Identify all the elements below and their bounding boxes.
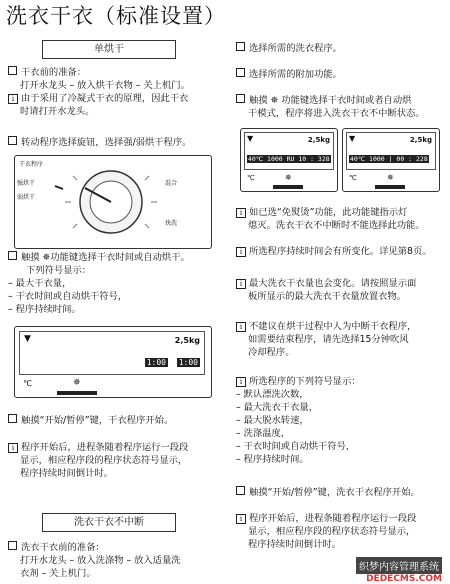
- checkbox-bullet-icon: [8, 414, 17, 423]
- weight-readout: 2,5kg: [307, 136, 330, 144]
- dial-label: 弱烘干: [17, 194, 36, 201]
- display-panel: [14, 326, 212, 398]
- touch-dry-step: 触摸 ✵功能键选择干衣时间或自动烘干。 下列符号显示： – 最大干衣量， – 干衣时间或自动烘干符号， – 程序持续时间。: [8, 252, 190, 315]
- selected-indicator: [57, 391, 97, 395]
- door-icon: ▼: [349, 134, 356, 143]
- info-icon: i: [236, 208, 246, 218]
- section-heading-dry-only: 单烘干: [42, 40, 176, 59]
- dial-label: 混合: [165, 180, 178, 187]
- info-max-load: i 最大洗衣干衣量也会变化。请按照显示面 板所显示的最大洗衣干衣量放置衣物。: [236, 277, 416, 303]
- select-wash-program: 选择所需的洗衣程序。: [236, 42, 342, 55]
- weight-readout: 2,5kg: [409, 136, 432, 144]
- display-panel: [342, 128, 440, 192]
- temperature-icon: ℃: [349, 174, 357, 182]
- dry-function-icon: ✵: [387, 173, 394, 182]
- checkbox-bullet-icon: [8, 66, 17, 75]
- info-icon: i: [8, 443, 18, 453]
- prep-line: 干衣前的准备：: [21, 67, 87, 78]
- door-icon: ▼: [24, 334, 31, 344]
- checkbox-bullet-icon: [236, 94, 245, 103]
- time-readout: 1:00: [146, 358, 166, 367]
- lcd-readout: 40℃ 1000 RU 10 : 328: [248, 155, 330, 163]
- checkbox-bullet-icon: [8, 251, 17, 260]
- dial-label: 干衣程序: [19, 161, 44, 168]
- lcd-screen: [19, 331, 205, 375]
- temperature-icon: ℃: [23, 379, 32, 388]
- list-item: – 最大脱水转速，: [236, 415, 309, 426]
- touch-wash-dry-step: 触摸 ✵ 功能键选择干衣时间或者自动烘 干模式，程序将进入洗衣干衣不中断状态。: [236, 94, 425, 120]
- info-icon: i: [236, 247, 246, 257]
- list-item: – 程序持续时间。: [236, 454, 309, 465]
- checkbox-bullet-icon: [236, 68, 245, 77]
- checkbox-bullet-icon: [236, 486, 245, 495]
- weight-readout: 2,5kg: [174, 336, 200, 345]
- start-wash-dry-step: 触摸“开始/暂停”键，洗衣干衣程序开始。: [236, 486, 420, 499]
- lcd-readout: 40℃ 1000 | 00 : 228: [350, 155, 428, 163]
- dial-label: 快洗: [165, 220, 178, 227]
- lcd-screen: [346, 132, 436, 170]
- page-title: 洗衣干衣（标准设置）: [6, 4, 226, 28]
- info-line: 由于采用了冷凝式干衣的原理，因此干衣: [21, 93, 189, 104]
- info-icon: i: [236, 514, 246, 524]
- door-icon: ▼: [247, 134, 254, 143]
- list-item: – 干衣时间或自动烘干符号，: [236, 441, 356, 452]
- dry-function-icon: ✵: [285, 173, 292, 182]
- info-icon: i: [8, 94, 18, 104]
- checkbox-bullet-icon: [8, 136, 17, 145]
- temperature-icon: ℃: [247, 174, 255, 182]
- list-item: – 最大洗衣干衣量，: [236, 402, 318, 413]
- info-line: 时请打开水龙头。: [20, 106, 95, 117]
- list-item: – 最大干衣量，: [8, 278, 72, 289]
- select-extra-function: 选择所需的附加功能。: [236, 68, 342, 81]
- dry-function-icon: ✵: [73, 378, 81, 388]
- step-select-program: 转动程序选择旋钮，选择强/弱烘干程序。: [8, 136, 191, 149]
- info-icon: i: [236, 322, 246, 332]
- info-icon: i: [236, 279, 246, 289]
- program-dial-panel: [14, 155, 212, 249]
- display-panel: [240, 128, 338, 192]
- progress-info-right: i 程序开始后，进程条随着程序运行一段段 显示，相应程序段的程序状态符号显示， 程序持续时间倒计时。: [236, 512, 416, 551]
- start-dry-step: 触摸“开始/暂停”键，干衣程序开始。: [8, 414, 173, 427]
- lcd-screen: [244, 132, 334, 170]
- dial-label: 强烘干: [17, 180, 36, 187]
- selected-indicator: [375, 185, 405, 189]
- checkbox-bullet-icon: [8, 541, 17, 550]
- info-anti-crease: i 如已选“免熨烫”功能，此功能键指示灯 熄灭。洗衣干衣不中断时不能选择此功能。: [236, 206, 425, 232]
- time-readout: 1:00: [178, 358, 198, 367]
- program-dial-illustration: [15, 156, 211, 248]
- list-item: – 程序持续时间。: [8, 304, 81, 315]
- info-duration: i 所选程序持续时间会有所变化。详见第8页。: [236, 245, 432, 258]
- progress-info: i 程序开始后，进程条随着程序运行一段段 显示，相应程序段的程序状态符号显示， 程序持续时间倒计时。: [8, 441, 188, 480]
- prep-block: [8, 66, 190, 118]
- list-item: – 默认漂洗次数，: [236, 389, 309, 400]
- watermark-domain: DEDECMS.COM: [366, 574, 442, 584]
- prep-line: 打开水龙头 – 放入烘干衣物 – 关上机门。: [20, 80, 190, 91]
- info-symbols: i 所选程序的下列符号显示： – 默认漂洗次数， – 最大洗衣干衣量， – 最大脱水转速， – 洗涤温度， – 干衣时间或自动烘干符号， – 程序持续时间。: [236, 376, 361, 465]
- watermark-text: 织梦内容管理系统: [356, 557, 442, 574]
- info-icon: i: [236, 377, 246, 387]
- checkbox-bullet-icon: [236, 42, 245, 51]
- prep2-block: 洗衣干衣前的准备： 打开水龙头 – 放入洗涤物 – 放入适量洗 衣剂 – 关上机门。: [8, 541, 181, 580]
- section-heading-wash-dry: 洗衣干衣不中断: [42, 513, 176, 532]
- selected-indicator: [273, 185, 303, 189]
- list-item: – 干衣时间或自动烘干符号，: [8, 291, 128, 302]
- info-no-interrupt: i 不建议在烘干过程中人为中断干衣程序， 如需要结束程序，请先选择15分钟吹风 冷却程序。: [236, 320, 416, 359]
- list-item: – 洗涤温度，: [236, 428, 291, 439]
